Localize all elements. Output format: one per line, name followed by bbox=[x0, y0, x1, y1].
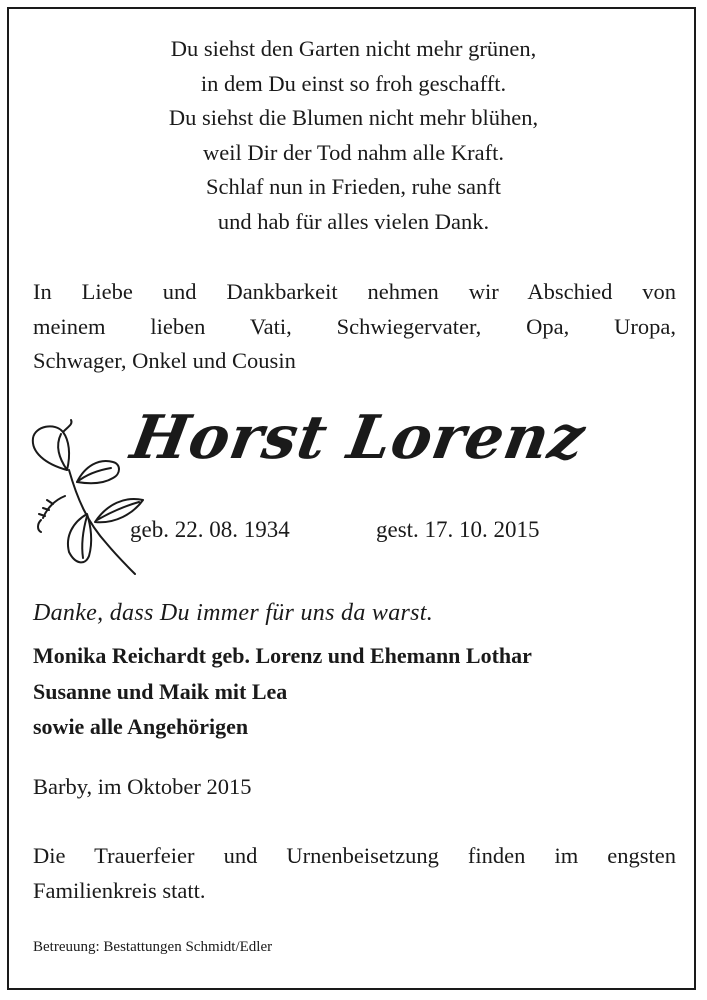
poem-line: Du siehst den Garten nicht mehr grünen, bbox=[170, 36, 537, 61]
poem-line: und hab für alles vielen Dank. bbox=[217, 208, 490, 234]
undertaker-credit: Betreuung: Bestattungen Schmidt/Edler bbox=[33, 939, 273, 955]
thank-you-line: Danke, dass Du immer für uns da warst. bbox=[33, 600, 434, 626]
mourner-line: Susanne und Maik mit Lea bbox=[33, 678, 288, 704]
farewell-line: meinem lieben Vati, Schwiegervater, Opa, Uropa, bbox=[33, 313, 676, 339]
poem-line: in dem Du einst so froh geschafft. bbox=[200, 70, 507, 96]
birth-date: geb. 22. 08. 1934 bbox=[130, 517, 290, 542]
notice-line: Familienkreis statt. bbox=[33, 877, 206, 903]
funeral-notice bbox=[33, 839, 676, 908]
farewell-line: Schwager, Onkel und Cousin bbox=[33, 348, 296, 373]
memorial-poem bbox=[0, 32, 707, 239]
deceased-name: Horst Lorenz bbox=[125, 403, 591, 473]
place-and-date: Barby, im Oktober 2015 bbox=[33, 774, 252, 799]
death-date: gest. 17. 10. 2015 bbox=[376, 517, 540, 542]
poem-line: Du siehst die Blumen nicht mehr blühen, bbox=[168, 105, 539, 130]
poem-line: weil Dir der Tod nahm alle Kraft. bbox=[202, 139, 505, 165]
farewell-text bbox=[33, 275, 676, 379]
mourners-list bbox=[33, 638, 683, 745]
farewell-line: In Liebe und Dankbarkeit nehmen wir Abschied von bbox=[33, 279, 676, 304]
poem-line: Schlaf nun in Frieden, ruhe sanft bbox=[206, 174, 501, 199]
mourner-line: Monika Reichardt geb. Lorenz und Ehemann Lothar bbox=[33, 643, 532, 668]
mourner-line: sowie alle Angehörigen bbox=[33, 714, 249, 739]
notice-line: Die Trauerfeier und Urnenbeisetzung finden im engsten bbox=[33, 843, 676, 868]
